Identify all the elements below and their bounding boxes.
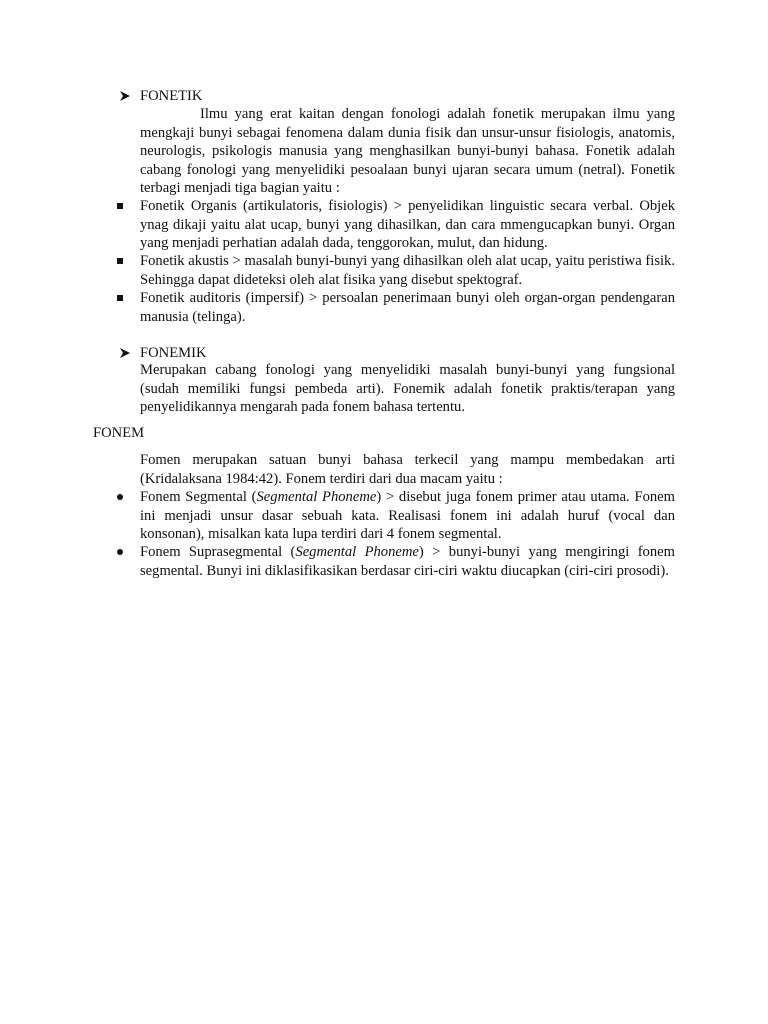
section-heading-fonemik: FONEMIK (140, 345, 207, 361)
fonemik-body: Merupakan cabang fonologi yang menyelidiki masalah bunyi-bunyi yang fungsional (sudah memiliki fungsi pembeda arti). Fonemik adalah fonetik praktis/terapan yang penyelidikannya mengarah pada fonem bahasa tertentu. (140, 362, 675, 415)
fonetik-item-akustis: Fonetik akustis > masalah bunyi-bunyi yang dihasilkan oleh alat ucap, yaitu peristiwa fisik. Sehingga dapat dideteksi oleh alat fisika yang disebut spektograf. (140, 253, 675, 288)
square-bullet-icon (117, 203, 123, 209)
square-bullet-icon (117, 258, 123, 264)
fonem-list-item (140, 543, 675, 580)
section-heading-fonetik: FONETIK (140, 88, 203, 104)
round-bullet-icon (117, 494, 123, 500)
fonemik-body-block (140, 361, 675, 417)
fonetik-list-item (140, 197, 675, 253)
round-bullet-icon (117, 549, 123, 555)
fonetik-intro-block (140, 105, 675, 198)
fonetik-intro: Ilmu yang erat kaitan dengan fonologi adalah fonetik merupakan ilmu yang mengkaji bunyi sebagai fenomena dalam dunia fisik dan unsur-unsur fisiologis, anatomis, neurologis, psikologis manusia yang menghasilkan bunyi-bunyi bahasa. Fonetik adalah cabang fonologi yang menyelidiki pesoalaan bunyi ujaran secara umum (netral). Fonetik terbagi menjadi tiga bagian yaitu : (140, 106, 675, 196)
arrow-bullet-icon (117, 87, 133, 105)
fonetik-list-item (140, 252, 675, 289)
fonetik-item-organis: Fonetik Organis (artikulatoris, fisiologis) > penyelidikan linguistic secara verbal. Objek ynag dikaji yaitu alat ucap, bunyi yang dihasilkan, dan cara mmengucapkan bunyi. Organ yang menjadi perhatian adalah dada, tenggorokan, mulut, dan hidung. (140, 198, 675, 251)
fonem-intro: Fomen merupakan satuan bunyi bahasa terkecil yang mampu membedakan arti (Kridalaksana 1984:42). Fonem terdiri dari dua macam yaitu : (140, 452, 675, 487)
fonem-list-item (140, 488, 675, 544)
fonem-intro-block (140, 451, 675, 488)
fonetik-list-item (140, 289, 675, 326)
fonem-item-segmental: Fonem Segmental (Segmental Phoneme) > disebut juga fonem primer atau utama. Fonem ini menjadi unsur dasar sebuah kata. Realisasi fonem ini adalah huruf (vocal dan konsonan), misalkan kata lupa terdiri dari 4 fonem segmental. (140, 489, 675, 542)
section-heading-fonem: FONEM (93, 425, 145, 441)
arrow-bullet-icon (117, 344, 133, 362)
fonetik-item-auditoris: Fonetik auditoris (impersif) > persoalan penerimaan bunyi oleh organ-organ pendengaran manusia (telinga). (140, 290, 675, 325)
fonem-item-suprasegmental: Fonem Suprasegmental (Segmental Phoneme) > bunyi-bunyi yang mengiringi fonem segmental. Bunyi ini diklasifikasikan berdasar ciri-ciri waktu diucapkan (ciri-ciri prosodi). (140, 544, 675, 579)
square-bullet-icon (117, 295, 123, 301)
